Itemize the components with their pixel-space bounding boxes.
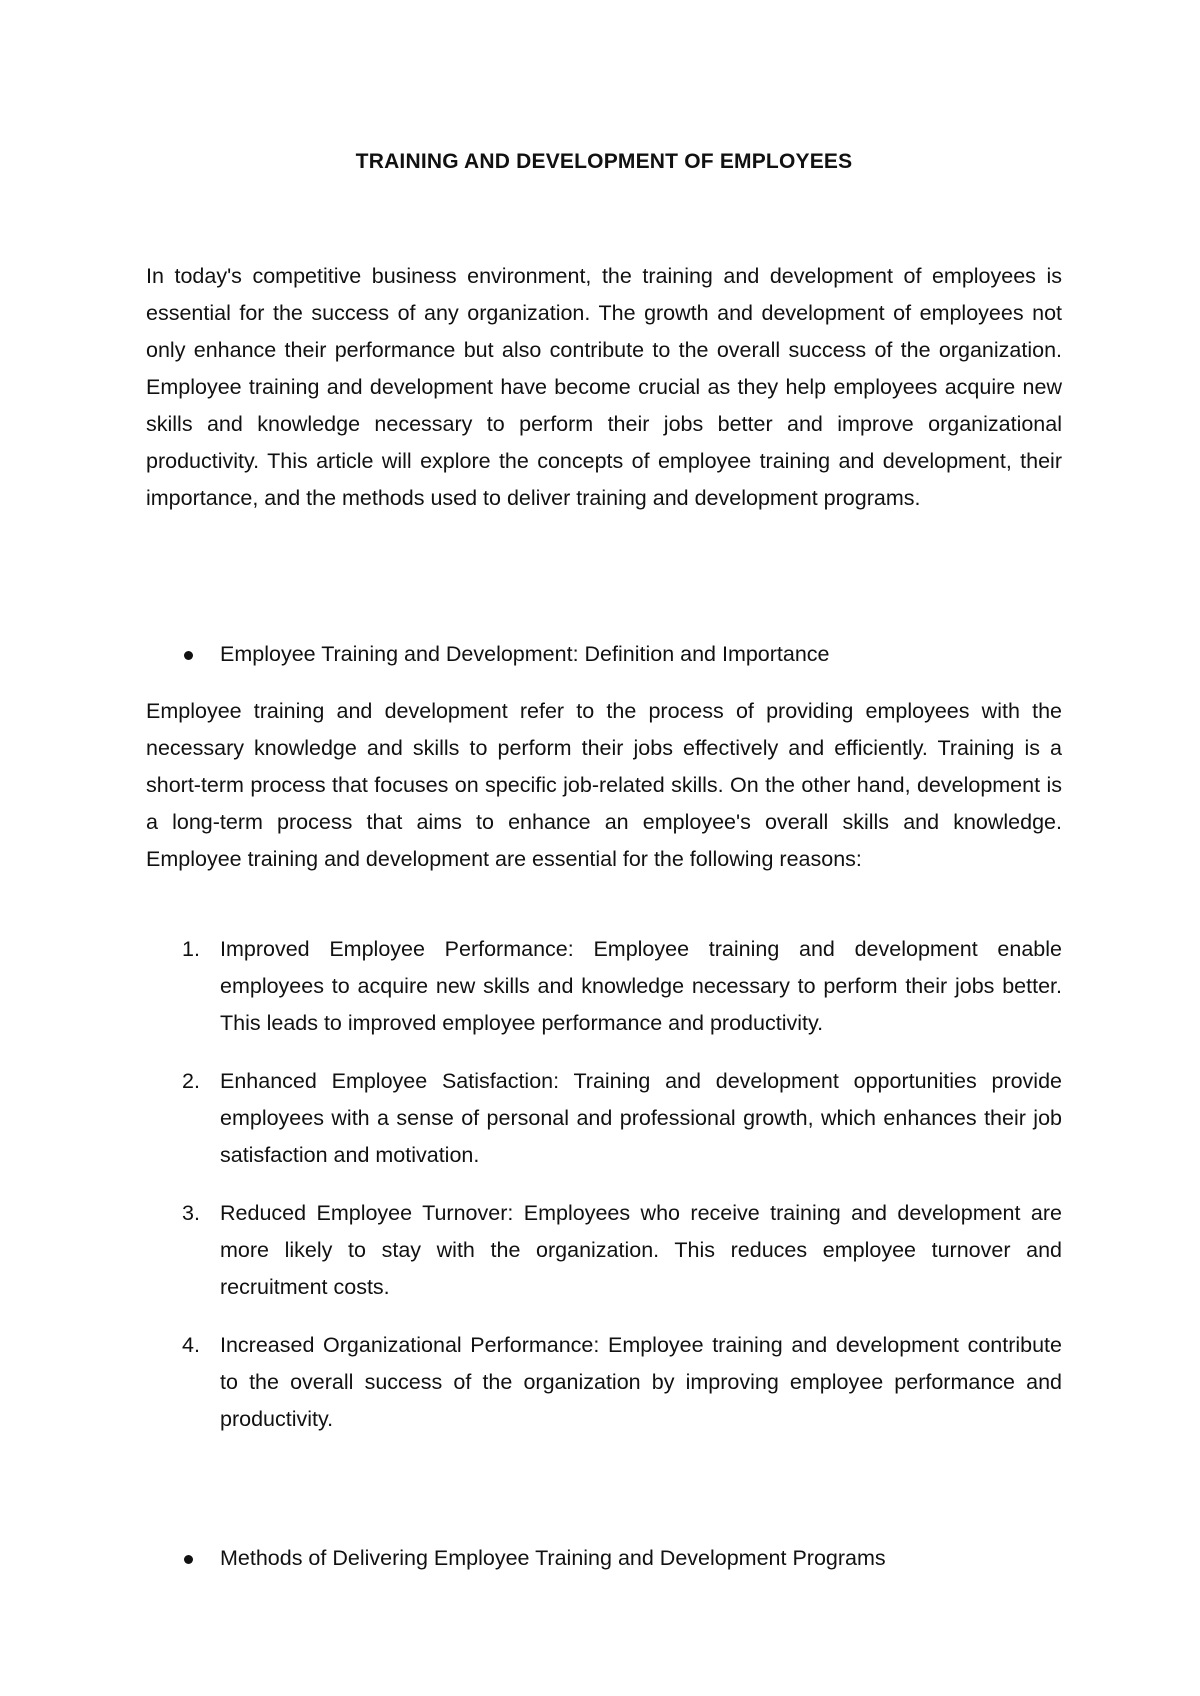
list-item-number: 2. [182, 1069, 200, 1093]
list-item-text: Reduced Employee Turnover: Employees who receive training and development are more likely to stay with the organization. This reduces employee turnover and recruitment costs. [220, 1201, 1062, 1299]
intro-paragraph: In today's competitive business environment, the training and development of employees is essential for the success of any organization. The growth and development of employees not only enhance their performance but also contribute to the overall success of the organization. Employee training and development have become crucial as they help employees acquire new skills and knowledge necessary to perform their jobs better and improve organizational productivity. This article will explore the concepts of employee training and development, their importance, and the methods used to deliver training and development programs. [146, 264, 1062, 510]
list-item-text: Enhanced Employee Satisfaction: Training and development opportunities provide employees with a sense of personal and professional growth, which enhances their job satisfaction and motivation. [220, 1069, 1062, 1167]
list-item-number: 4. [182, 1333, 200, 1357]
list-item-text: Improved Employee Performance: Employee training and development enable employees to acquire new skills and knowledge necessary to perform their jobs better. This leads to improved employee performance and productivity. [220, 937, 1062, 1035]
bullet-icon [184, 651, 193, 660]
definition-paragraph: Employee training and development refer to the process of providing employees with the necessary knowledge and skills to perform their jobs effectively and efficiently. Training is a short-term process that focuses on specific job-related skills. On the other hand, development is a long-term process that aims to enhance an employee's overall skills and knowledge. Employee training and development are essential for the following reasons: [146, 699, 1062, 871]
document-title: TRAINING AND DEVELOPMENT OF EMPLOYEES [355, 150, 853, 173]
bullet-icon [184, 1555, 193, 1564]
list-item-number: 3. [182, 1201, 200, 1225]
section-heading-label: Employee Training and Development: Definition and Importance [220, 642, 830, 666]
list-item-number: 1. [182, 937, 200, 961]
section-heading-label: Methods of Delivering Employee Training and Development Programs [220, 1546, 886, 1570]
list-item-text: Increased Organizational Performance: Employee training and development contribute to the overall success of the organization by improving employee performance and productivity. [220, 1333, 1062, 1431]
